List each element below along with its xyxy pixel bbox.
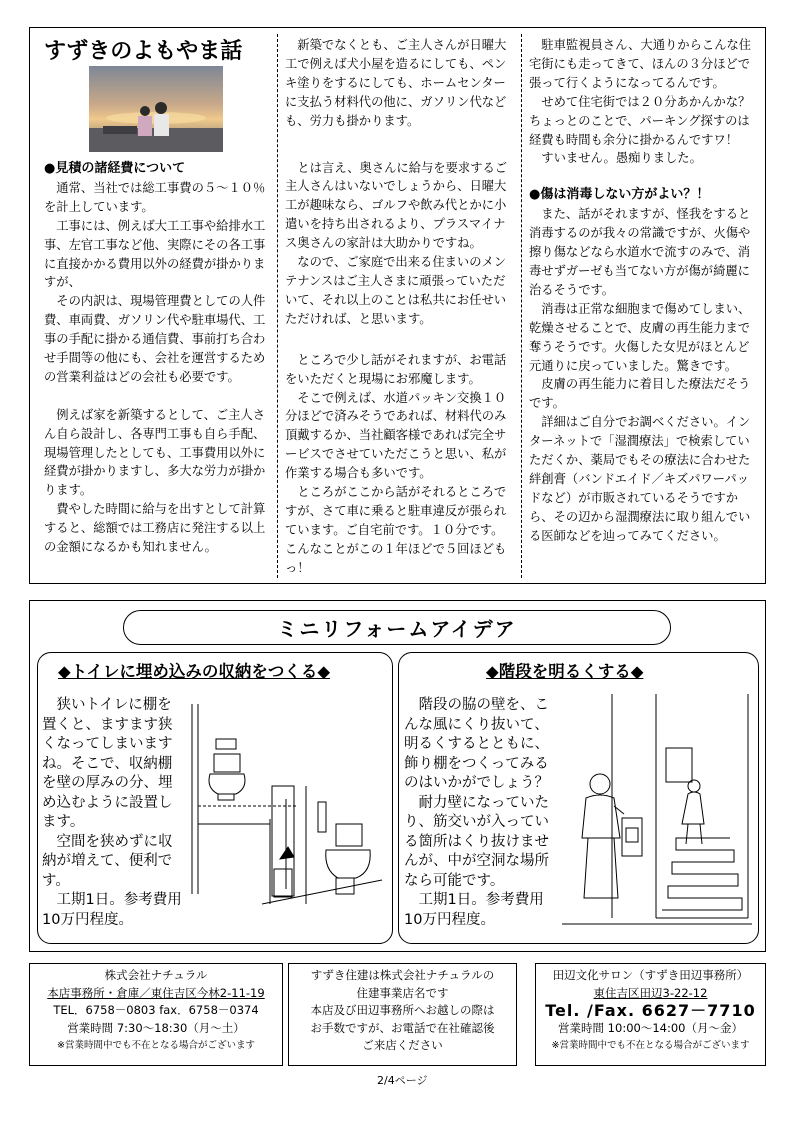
- branch-note: ※営業時間中でも不在となる場合がございます: [551, 1040, 750, 1051]
- newsletter-title: すずきのよもやま話: [44, 39, 243, 64]
- column-divider-2: [521, 34, 522, 578]
- section-heading-wound: ●傷は消毒しない方がよい？！: [529, 187, 710, 203]
- paragraph: 例えば家を新築するとして、ご主人さん自ら設計し、各専門工事も自ら手配、現場管理したとしても、工事費用以外に経費が掛かりますし、多大な労力が掛かります。: [44, 407, 266, 498]
- info-line: 住建事業店名です: [356, 985, 449, 1000]
- paragraph: ところで少し話がそれますが、お電話をいただくと現場にお邪魔します。: [285, 352, 507, 386]
- paragraph-spacer: [285, 131, 514, 159]
- stairs-illustration: [562, 688, 754, 932]
- paragraph: とは言え、奥さんに給与を要求するご主人さんはいないでしょうから、日曜大工が趣味なら、ゴルフや飲み代とかに小遣いを持ち出されるより、プラスマイナス奥さんの家計は大助かりですね。: [285, 160, 508, 251]
- paragraph: 耐力壁になっていたり、筋交いが入っている箇所はくり抜けませんが、中が空洞な場所なら可能です。: [404, 794, 549, 889]
- section-heading-estimate: ●見積の諸経費について: [44, 161, 186, 176]
- paragraph: 皮膚の再生能力に着目した療法だそうです。: [529, 377, 751, 411]
- paragraph: 詳細はご自分でお調べください。インターネットで「湿潤療法」で検索していただくか、薬局でもその療法に合わせた絆創膏（バンドエイド／キズパワーパッドなど）が市販されているそうですから、その辺から湿潤療法に取り組んでいる医師などを辿ってみてください。: [529, 415, 751, 543]
- branch-tel: Tel. /Fax. 6627－7710: [545, 1001, 756, 1020]
- idea-text-toilet: [42, 696, 182, 930]
- info-line: 本店及び田辺事務所へお越しの際は: [310, 1003, 495, 1017]
- idea-title-toilet: ◆トイレに埋め込みの収納をつくる◆: [58, 662, 331, 681]
- info-line: ご来店ください: [362, 1038, 443, 1052]
- column-divider-1: [277, 34, 278, 578]
- paragraph-spacer: [529, 168, 758, 186]
- company-hours: 営業時間 7:30～18:30（月～土）: [67, 1020, 245, 1035]
- paragraph: 工期1日。参考費用10万円程度。: [404, 892, 544, 928]
- paragraph: 消毒は正常な細胞まで傷めてしまい、乾燥させることで、皮膚の再生能力まで奪うそうです。火傷した女児がほとんど元通りに戻っていました。驚きです。: [529, 301, 751, 373]
- footer-branch-box: [535, 963, 766, 1066]
- paragraph: 新築でなくとも、ご主人さんが日曜大工で例えば犬小屋を造るにしても、ペンキ塗りをするにしても、ホームセンターに支払う材料代の他に、ガソリン代なども、労力も掛かります。: [285, 38, 507, 128]
- info-line: すずき住建は株式会社ナチュラルの: [310, 968, 495, 982]
- reform-banner: ミニリフォームアイデア: [123, 610, 671, 645]
- paragraph: 工期1日。参考費用10万円程度。: [42, 892, 182, 928]
- paragraph-spacer: [44, 387, 270, 406]
- company-note: ※営業時間中でも不在となる場合がございます: [57, 1040, 255, 1051]
- paragraph: すいません。愚痴りました。: [541, 151, 702, 166]
- paragraph: 狭いトイレに棚を置くと、ますます狭くなってしまいますね。そこで、収納棚を壁の厚みの分、埋め込むように設置します。: [42, 697, 173, 830]
- company-name: 株式会社ナチュラル: [104, 968, 208, 982]
- info-line: お手数ですが、お電話で在社確認後: [310, 1020, 495, 1035]
- page-number: 2/4ページ: [377, 1074, 428, 1087]
- paragraph: また、話がそれますが、怪我をすると消毒するのが我々の常識ですが、火傷や擦り傷などなら水道水で流すのみで、消毒せずガーゼも当てない方が傷が綺麗に治るそうです。: [529, 207, 751, 297]
- footer-info-box: [288, 963, 517, 1066]
- footer-company-box: [29, 963, 283, 1066]
- paragraph: そこで例えば、水道パッキン交換１０分ほどで済みそうであれば、材料代のみ頂戴するか、当社顧客様であれば完全サービスでさせていただこうと思い、私が作業する場合も多いです。: [285, 390, 507, 481]
- branch-hours: 営業時間 10:00～14:00（月～金）: [558, 1020, 743, 1035]
- branch-address: 東住吉区田辺3-22-12: [593, 985, 708, 1000]
- paragraph: ところがここから話がそれるところですが、さて車に乗ると駐車違反が張られています。ご自宅前です。１０分です。こんなことがこの１年ほどで５回ほどもっ！: [285, 485, 507, 575]
- paragraph: 空間を狭めずに収納が増えて、便利です。: [42, 833, 173, 889]
- toilet-illustration: [186, 694, 386, 914]
- company-address: 本店事務所・倉庫／東住吉区今林2-11-19: [47, 985, 265, 1000]
- column-3: [529, 36, 758, 546]
- paragraph: 階段の脇の壁を、こんな風にくり抜いて、明るくするとともに、飾り棚をつくってみるのはいかがでしょう？: [404, 697, 549, 791]
- column-2: [285, 36, 514, 578]
- paragraph: なので、ご家庭で出来る住まいのメンテナンスはご主人さまに頑張っていただいて、それ以上のことは私共にお任せいただければ、と思います。: [285, 255, 507, 326]
- company-tel: TEL．6758－0803 fax．6758－0374: [53, 1003, 259, 1017]
- idea-title-stairs: ◆階段を明るくする◆: [486, 662, 644, 681]
- column-1: [44, 160, 270, 557]
- branch-name: 田辺文化サロン（すずき田辺事務所）: [552, 968, 749, 982]
- paragraph-spacer: [285, 329, 514, 351]
- idea-text-stairs: [404, 696, 562, 930]
- paragraph: 駐車監視員さん、大通りからこんな住宅街にも走ってきて、ほんの３分ほどで張って行くようになってるんです。: [529, 38, 752, 90]
- paragraph: 工事には、例えば大工工事や給排水工事、左官工事など他、実際にその各工事に直接かかる費用以外の経費が掛かりますが、: [44, 218, 266, 290]
- paragraph: せめて住宅街では２０分あかんかな？ちょっとのことで、パーキング探すのは経費も時間も余分に掛かるんですワ！: [529, 94, 751, 147]
- paragraph: その内訳は、現場管理費としての人件費、車両費、ガソリン代や駐車場代、工事の手配に掛かる通信費、事前打ち合わせ手間等の他にも、会社を運営するための営業利益はどの会社も必要です。: [44, 294, 266, 384]
- paragraph: 通常、当社では総工事費の５～１０％を計上しています。: [44, 180, 266, 214]
- sunset-photo: [89, 66, 223, 152]
- paragraph: 費やした時間に給与を出すとして計算すると、総額では工務店に発注する以上の金額になるかも知れません。: [44, 502, 266, 555]
